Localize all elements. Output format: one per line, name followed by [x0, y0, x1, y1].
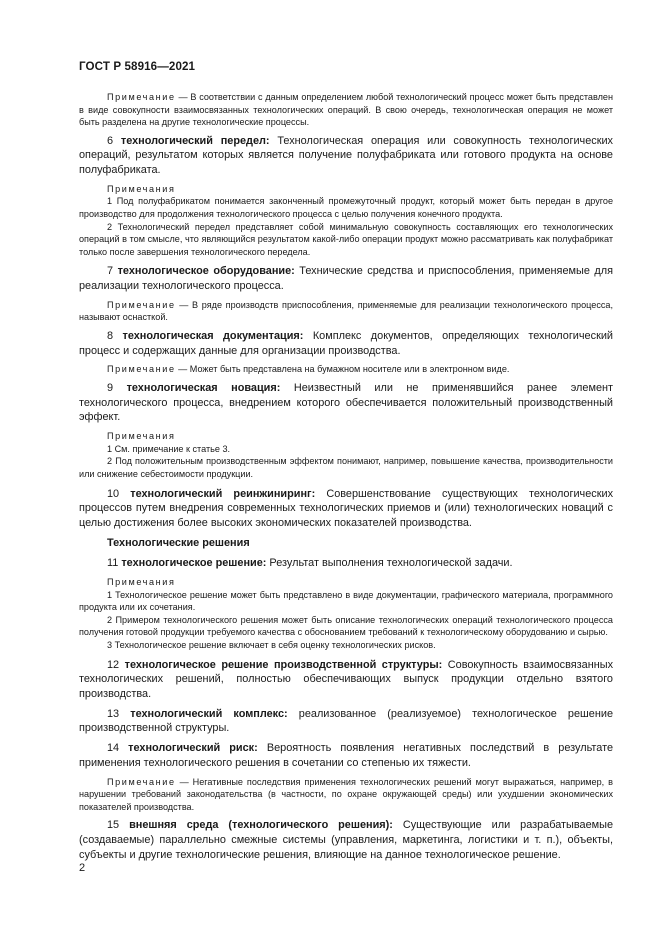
note-7: [79, 299, 613, 324]
page-number: 2: [79, 862, 86, 874]
notes-6: [79, 183, 613, 259]
note-14: [79, 776, 613, 814]
term-8: [79, 329, 613, 358]
term-number: 13: [107, 707, 131, 720]
term-7: [79, 264, 613, 293]
term-definition: Технологическая операция или совокупность технологических операций, результатом которых является получение полуфабриката или готового продукта на основе полуфабриката.: [79, 134, 613, 177]
note-text: — Негативные последствия применения технологических решений могут выражаться, например, в нарушении требований законодательства (в частности, по охране окружающей среды) или ухудшении экономических показателей производства.: [79, 776, 613, 812]
term-name: технологический комплекс:: [130, 707, 288, 720]
term-name: технологическое решение:: [121, 557, 267, 570]
term-15: [79, 818, 613, 862]
term-name: технологическое оборудование:: [117, 265, 295, 278]
note-8: [79, 363, 613, 376]
term-6: [79, 134, 613, 178]
term-definition: Вероятность появления негативных последствий в результате применения технологического решения в сочетании со степенью их тяжести.: [79, 742, 613, 769]
note-item: 2 Технологический передел представляет собой минимальную совокупность составляющих его технологических операций в том смысле, что являющийся результатом какой-либо операции продукт можно рассматривать как полуфабрикат только после завершения технологического передела.: [79, 221, 613, 257]
term-number: 6: [107, 134, 121, 147]
term-name: внешняя среда (технологического решения):: [129, 819, 393, 832]
term-definition: Комплекс документов, определяющих технологический процесс и содержащих данные для организации производства.: [79, 330, 613, 357]
term-definition: Результат выполнения технологической задачи.: [266, 557, 513, 570]
notes-heading: Примечания: [107, 577, 176, 588]
term-definition: Совершенствование существующих технологических процессов путем внедрения современных технологических приемов и (или) технологических новаций с целью достижения более высоких экономических показателей производства.: [79, 487, 614, 529]
note-label: Примечание: [107, 776, 176, 787]
note-item: 2 Примером технологического решения может быть описание технологических операций технологического процесса получения готовой продукции требуемого качества с обоснованием требований к технологическому оборудованию и сырью.: [79, 614, 613, 638]
term-9: [79, 381, 613, 425]
section-heading: Технологические решения: [107, 536, 250, 549]
note-item: 3 Технологическое решение включает в себя оценку технологических рисков.: [107, 640, 436, 651]
term-14: [79, 741, 613, 770]
note-text: — В соответствии с данным определением любой технологический процесс может быть представлен в виде совокупности взаимосвязанных технологических операций. В свою очередь, технологическая операция не может быть разделена на другие технологические процессы.: [79, 92, 613, 128]
term-name: технологическая документация:: [122, 330, 304, 343]
term-name: технологический реинжиниринг:: [130, 487, 316, 500]
term-10: [79, 487, 613, 531]
note-top: [79, 91, 613, 129]
note-label: Примечание: [107, 364, 176, 375]
note-label: Примечание: [107, 92, 176, 102]
term-definition: Совокупность взаимосвязанных технологических решений, полностью обеспечивающих выпуск продукции отдельно взятого производства.: [79, 658, 614, 701]
term-number: 8: [107, 330, 123, 343]
term-name: технологическое решение производственной структуры:: [124, 658, 443, 671]
note-text: — Может быть представлена на бумажном носителе или в электронном виде.: [175, 364, 510, 375]
term-definition: Неизвестный или не применявшийся ранее элемент технологического процесса, внедрением которого обеспечивается положительный производственный эффект.: [79, 382, 614, 424]
note-item: 2 Под положительным производственным эффектом понимают, например, повышение качества, производительности или снижение себестоимости продукции.: [79, 456, 613, 479]
term-11: [79, 556, 613, 571]
term-name: технологический передел:: [120, 134, 270, 147]
notes-9: [79, 430, 613, 480]
page-content: [79, 91, 613, 867]
note-item: 1 Технологическое решение может быть представлено в виде документации, графического материала, программного продукта или их сочетания.: [79, 589, 613, 613]
term-number: 15: [107, 819, 130, 832]
note-label: Примечание: [107, 299, 176, 310]
term-13: [79, 707, 613, 736]
term-name: технологический риск:: [128, 742, 258, 755]
notes-heading: Примечания: [107, 183, 176, 194]
term-definition: Технические средства и приспособления, применяемые для реализации технологического процесса.: [79, 265, 613, 293]
term-12: [79, 658, 613, 702]
term-number: 7: [107, 265, 118, 278]
term-number: 14: [107, 742, 129, 755]
term-definition: Существующие или разрабатываемые (создаваемые) параллельно смежные системы (управления, маркетинга, логистики и т. п.), объекты, субъекты и другие технологические решения, влияющие на данное технологическое решение.: [79, 819, 614, 861]
note-item: 1 Под полуфабрикатом понимается законченный промежуточный продукт, который может быть передан в другое производство для продолжения технологического процесса с целью получения конечного продукта.: [79, 196, 613, 220]
term-number: 11: [107, 557, 122, 570]
term-number: 12: [107, 658, 125, 671]
notes-11: [79, 576, 613, 652]
term-name: технологическая новация:: [126, 382, 281, 395]
note-item: 1 См. примечание к статье 3.: [107, 443, 231, 454]
notes-heading: Примечания: [107, 431, 176, 442]
term-number: 10: [107, 487, 131, 500]
note-text: — В ряде производств приспособления, применяемые для реализации технологического процесса, называют оснасткой.: [79, 299, 613, 323]
term-number: 9: [107, 382, 127, 395]
term-definition: реализованное (реализуемое) технологическое решение производственной структуры.: [79, 707, 613, 735]
document-code: ГОСТ Р 58916—2021: [79, 60, 196, 73]
